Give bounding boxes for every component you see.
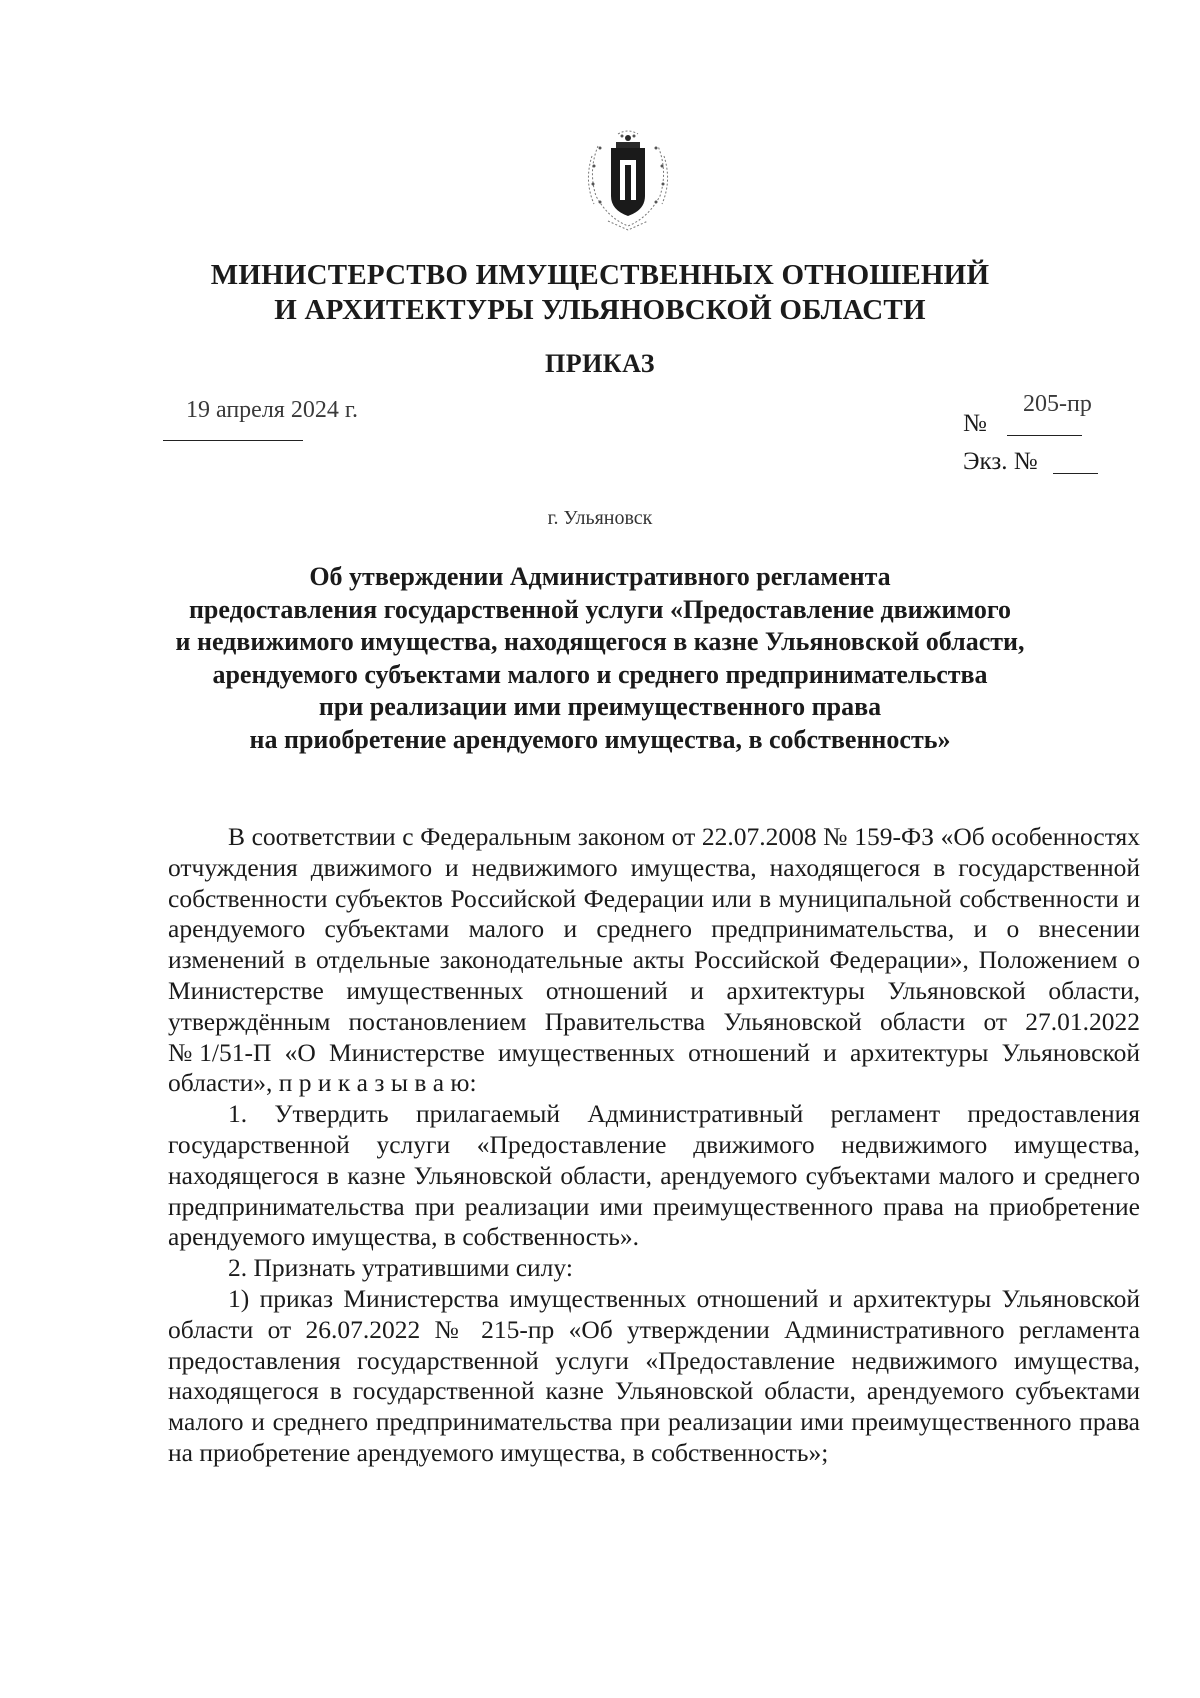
- item-2-1-paragraph: 1) приказ Министерства имущественных отношений и архитектуры Ульяновской области от 26.07.2022 № 215-пр «Об утверждении Административного регламента предоставления государственной услуги «Предоставление недвижимого имущества, находящегося в государственной казне Ульяновской области, арендуемого субъектами малого и среднего предпринимательства при реализации ими преимущественного права на приобретение арендуемого имущества, в собственность»;: [168, 1283, 1140, 1467]
- item-2-paragraph: 2. Признать утратившими силу:: [228, 1253, 573, 1283]
- ministry-name-line-1: МИНИСТЕРСТВО ИМУЩЕСТВЕННЫХ ОТНОШЕНИЙ: [210, 259, 990, 291]
- order-number-underline: [1007, 435, 1082, 436]
- preamble-paragraph: В соответствии с Федеральным законом от 22.07.2008 № 159-ФЗ «Об особенностях отчуждения движимого и недвижимого имущества, находящегося в государственной собственности субъектов Российской Федерации или в муниципальной собственности и арендуемого субъектами малого и среднего предпринимательства, и о внесении изменений в отдельные законодательные акты Российской Федерации», Положением о Министерстве имущественных отношений и архитектуры Ульяновской области, утверждённым постановлением Правительства Ульяновской области от 27.01.2022 №1/51-П «О Министерстве имущественных отношений и архитектуры Ульяновской области», п р и к а з ы в а ю:: [168, 822, 1140, 1098]
- ministry-name: [150, 258, 1050, 328]
- order-date: 19 апреля 2024 г.: [186, 397, 358, 423]
- order-title-line: на приобретение арендуемого имущества, в собственность»: [249, 724, 951, 754]
- copy-number-label: Экз. №: [963, 448, 1038, 475]
- ministry-name-line-2: И АРХИТЕКТУРЫ УЛЬЯНОВСКОЙ ОБЛАСТИ: [274, 294, 926, 326]
- date-underline: [163, 440, 303, 441]
- order-number-value: 205-пр: [1023, 391, 1092, 417]
- city: г. Ульяновск: [547, 507, 653, 529]
- coat-of-arms-emblem: [578, 126, 678, 236]
- order-title-line: арендуемого субъектами малого и среднего предпринимательства: [212, 659, 988, 689]
- item-1-paragraph: 1. Утвердить прилагаемый Административный регламент предоставления государственной услуги «Предоставление движимого недвижимого имущества, находящегося в казне Ульяновской области, арендуемого субъектами малого и среднего предпринимательства при реализации ими преимущественного права на приобретение арендуемого имущества, в собственность».: [168, 1099, 1140, 1252]
- order-title-line: Об утверждении Административного регламента: [309, 562, 891, 591]
- document-type: ПРИКАЗ: [544, 349, 656, 378]
- order-title-line: предоставления государственной услуги «Предоставление движимого: [188, 594, 1012, 624]
- order-title: [150, 561, 1050, 757]
- order-number-label: №: [963, 410, 987, 437]
- order-body: [168, 822, 1140, 1469]
- order-title-line: при реализации ими преимущественного права: [318, 692, 882, 722]
- copy-number-underline: [1053, 473, 1098, 474]
- order-title-line: и недвижимого имущества, находящегося в казне Ульяновской области,: [175, 627, 1025, 657]
